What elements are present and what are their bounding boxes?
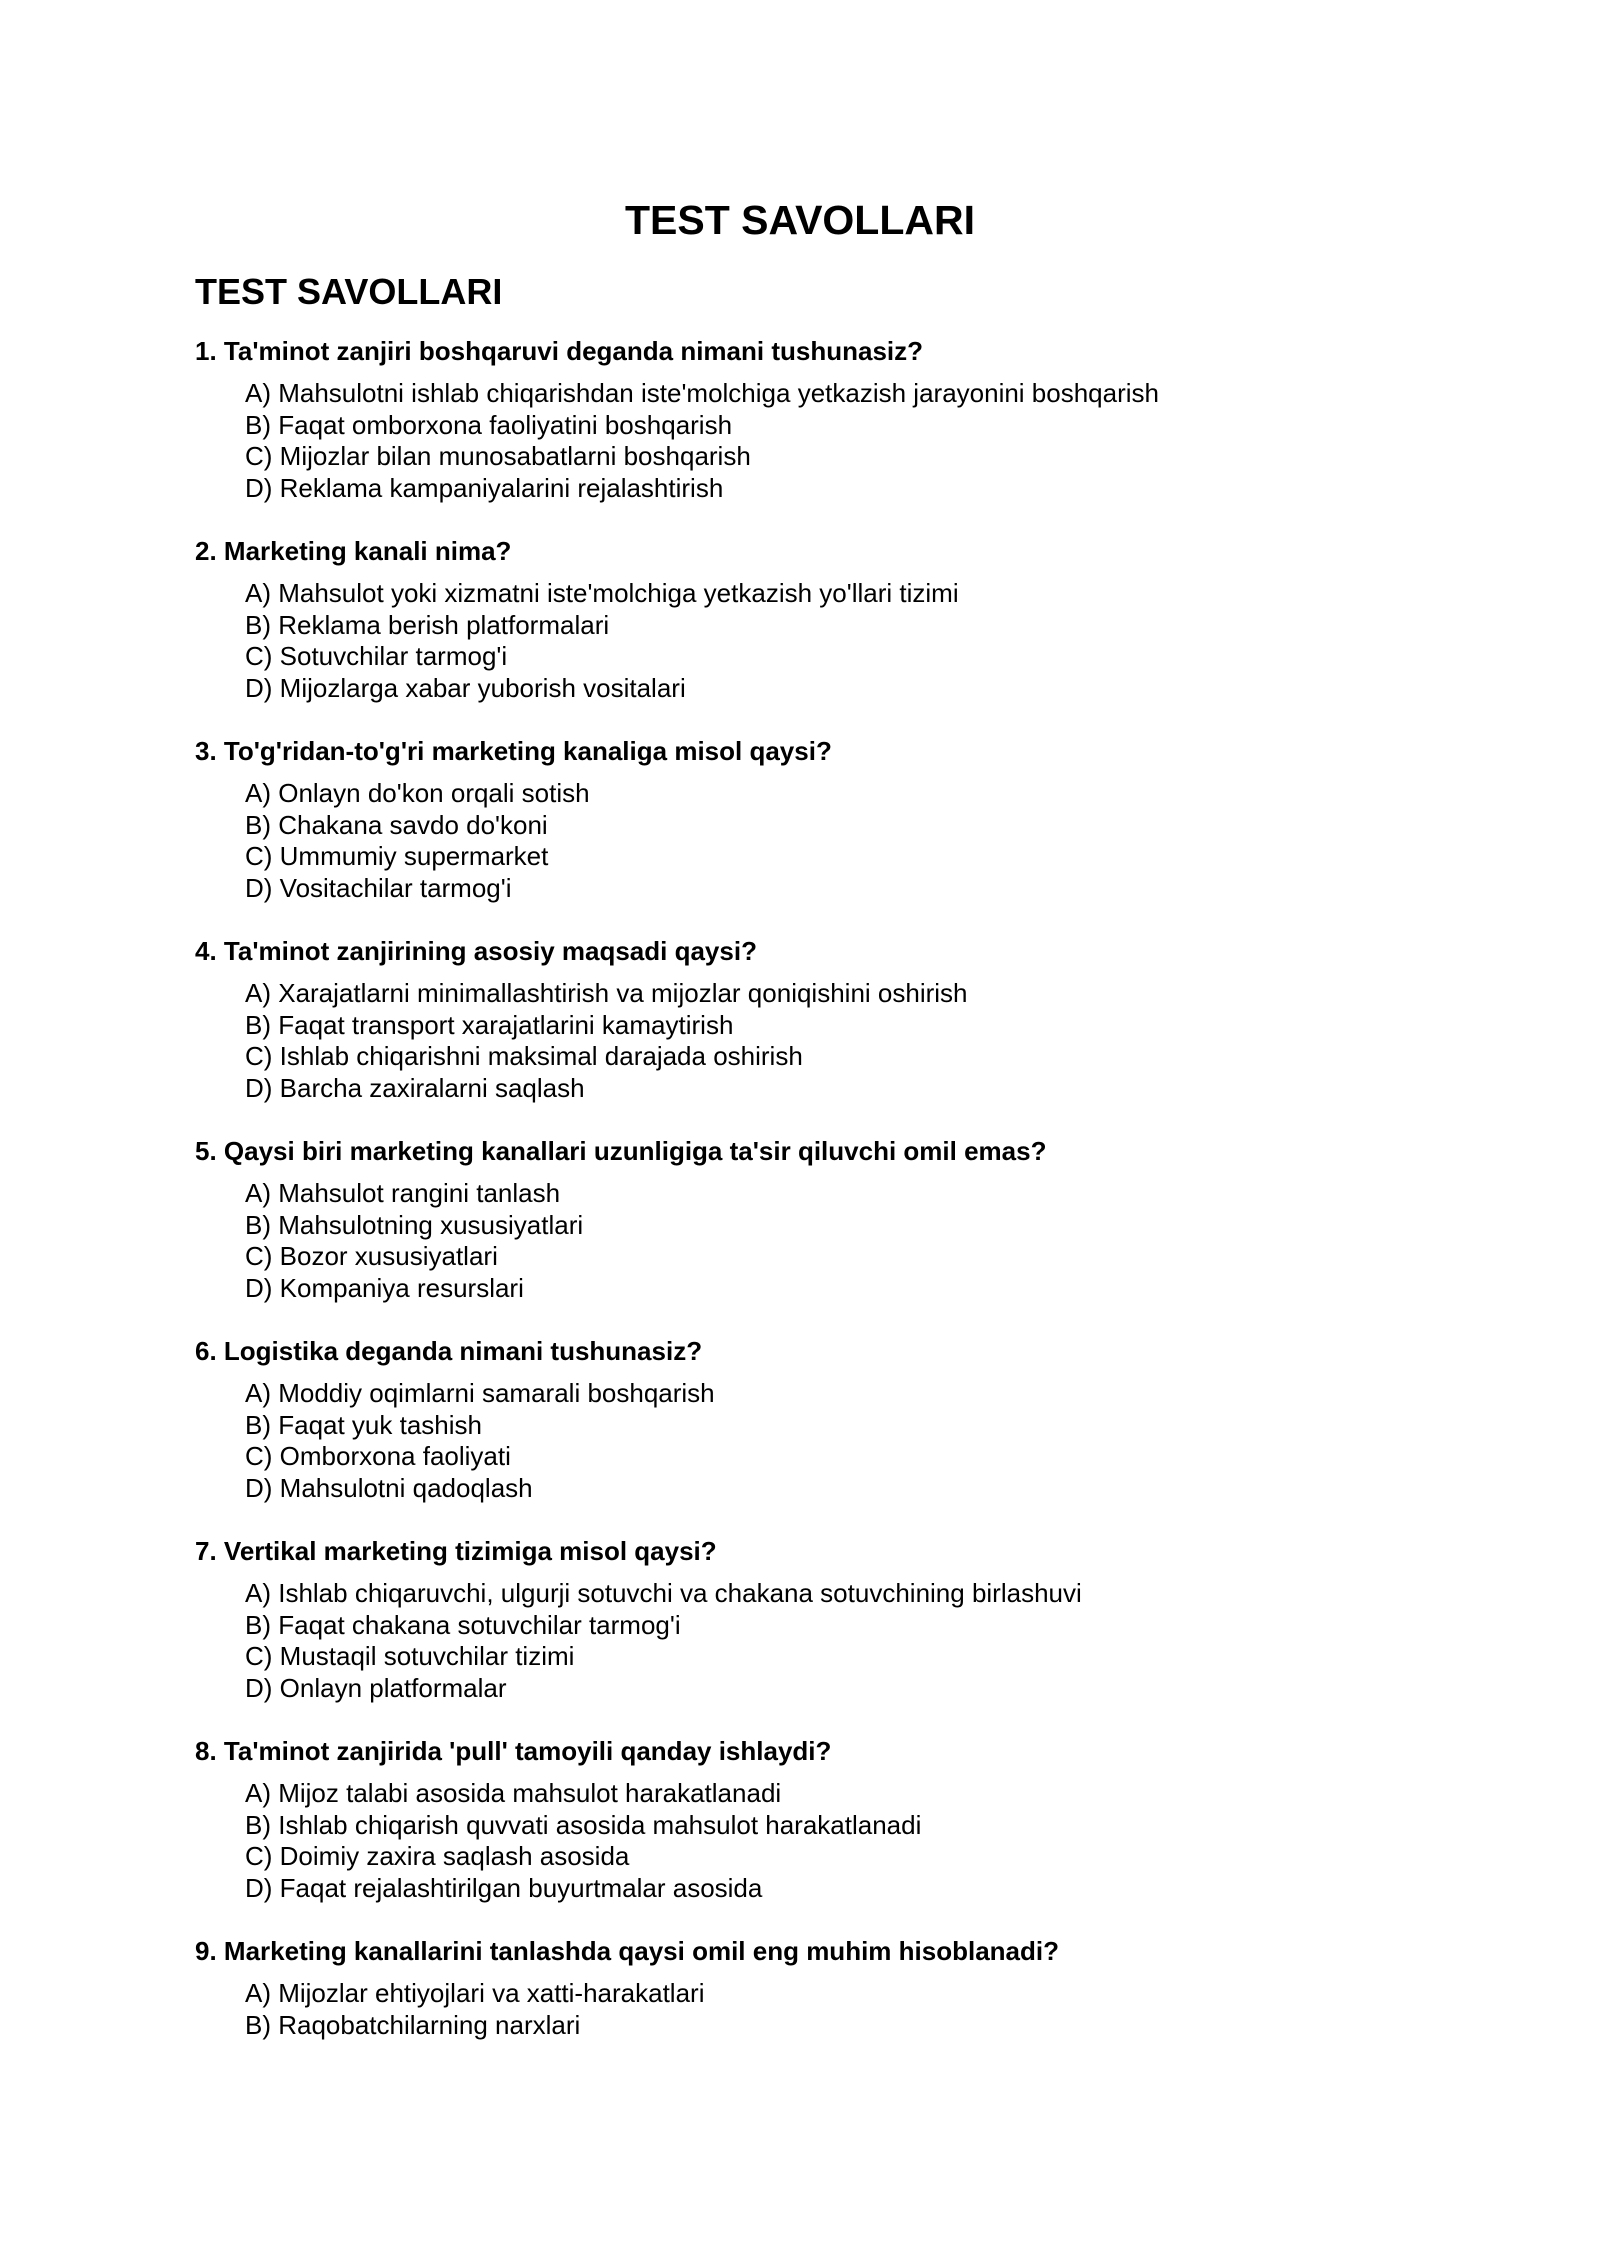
answer-option: A) Mahsulot yoki xizmatni iste'molchiga yetkazish yo'llari tizimi — [245, 578, 959, 608]
question-text: 8. Ta'minot zanjirida 'pull' tamoyili qanday ishlaydi? — [195, 1736, 832, 1766]
answer-option: B) Reklama berish platformalari — [245, 609, 610, 640]
answer-option: C) Ishlab chiqarishni maksimal darajada oshirish — [245, 1041, 803, 1071]
section-heading: TEST SAVOLLARI — [195, 271, 503, 312]
question-text: 3. To'g'ridan-to'g'ri marketing kanaliga misol qaysi? — [195, 736, 832, 766]
answer-option: C) Doimiy zaxira saqlash asosida — [245, 1841, 630, 1871]
answer-options — [195, 1778, 1405, 1904]
answer-option: C) Mijozlar bilan munosabatlarni boshqarish — [245, 441, 751, 471]
question-item — [195, 1934, 1405, 2134]
answer-options — [195, 1378, 1405, 1504]
answer-option: B) Raqobatchilarning narxlari — [245, 2009, 581, 2040]
answer-option: C) Sotuvchilar tarmog'i — [245, 641, 508, 671]
answer-options — [195, 1578, 1405, 1704]
page-title: TEST SAVOLLARI — [624, 197, 976, 243]
answer-option: C) Omborxona faoliyati — [245, 1441, 511, 1471]
answer-option: B) Ishlab chiqarish quvvati asosida mahsulot harakatlanadi — [245, 1809, 922, 1840]
answer-option: B) Faqat transport xarajatlarini kamaytirish — [245, 1009, 734, 1040]
answer-option: B) Mahsulotning xususiyatlari — [245, 1209, 584, 1240]
answer-options — [195, 578, 1405, 704]
answer-option: A) Onlayn do'kon orqali sotish — [245, 778, 590, 808]
question-text: 5. Qaysi biri marketing kanallari uzunligiga ta'sir qiluvchi omil emas? — [195, 1136, 1047, 1166]
question-text: 9. Marketing kanallarini tanlashda qaysi omil eng muhim hisoblanadi? — [195, 1936, 1059, 1966]
question-item — [195, 1134, 1405, 1334]
answer-option: A) Mijozlar ehtiyojlari va xatti-harakatlari — [245, 1978, 705, 2008]
question-list — [195, 334, 1405, 2134]
answer-option: D) Barcha zaxiralarni saqlash — [245, 1072, 585, 1103]
question-item — [195, 1734, 1405, 1934]
question-text: 2. Marketing kanali nima? — [195, 536, 512, 566]
answer-option: D) Onlayn platformalar — [245, 1672, 507, 1703]
question-item — [195, 1534, 1405, 1734]
answer-options — [195, 778, 1405, 904]
question-text: 4. Ta'minot zanjirining asosiy maqsadi qaysi? — [195, 936, 757, 966]
answer-option: A) Mijoz talabi asosida mahsulot harakatlanadi — [245, 1778, 782, 1808]
answer-options — [195, 1178, 1405, 1304]
question-item — [195, 734, 1405, 934]
question-item — [195, 334, 1405, 534]
question-item — [195, 1334, 1405, 1534]
question-text: 1. Ta'minot zanjiri boshqaruvi deganda nimani tushunasiz? — [195, 336, 924, 366]
question-item — [195, 534, 1405, 734]
answer-option: B) Faqat chakana sotuvchilar tarmog'i — [245, 1609, 681, 1640]
answer-option: C) Ummumiy supermarket — [245, 841, 549, 871]
answer-option: A) Mahsulot rangini tanlash — [245, 1178, 561, 1208]
answer-option: D) Faqat rejalashtirilgan buyurtmalar asosida — [245, 1872, 763, 1903]
answer-option: C) Bozor xususiyatlari — [245, 1241, 498, 1271]
answer-option: D) Mahsulotni qadoqlash — [245, 1472, 533, 1503]
answer-option: D) Mijozlarga xabar yuborish vositalari — [245, 672, 686, 703]
answer-options — [195, 978, 1405, 1104]
question-text: 6. Logistika deganda nimani tushunasiz? — [195, 1336, 703, 1366]
answer-option: B) Faqat omborxona faoliyatini boshqarish — [245, 409, 733, 440]
answer-option: A) Ishlab chiqaruvchi, ulgurji sotuvchi va chakana sotuvchining birlashuvi — [245, 1578, 1082, 1608]
answer-option: A) Moddiy oqimlarni samarali boshqarish — [245, 1378, 715, 1408]
answer-option: B) Chakana savdo do'koni — [245, 809, 548, 840]
answer-option: D) Kompaniya resurslari — [245, 1272, 524, 1303]
answer-option: D) Reklama kampaniyalarini rejalashtirish — [245, 472, 724, 503]
answer-options — [195, 378, 1405, 504]
answer-option: C) Mustaqil sotuvchilar tizimi — [245, 1641, 575, 1671]
answer-option: D) Vositachilar tarmog'i — [245, 872, 512, 903]
answer-option: A) Xarajatlarni minimallashtirish va mijozlar qoniqishini oshirish — [245, 978, 968, 1008]
answer-option: A) Mahsulotni ishlab chiqarishdan iste'molchiga yetkazish jarayonini boshqarish — [245, 378, 1159, 408]
answer-options — [195, 1978, 1405, 2041]
question-item — [195, 934, 1405, 1134]
question-text: 7. Vertikal marketing tizimiga misol qaysi? — [195, 1536, 717, 1566]
answer-option: B) Faqat yuk tashish — [245, 1409, 482, 1440]
